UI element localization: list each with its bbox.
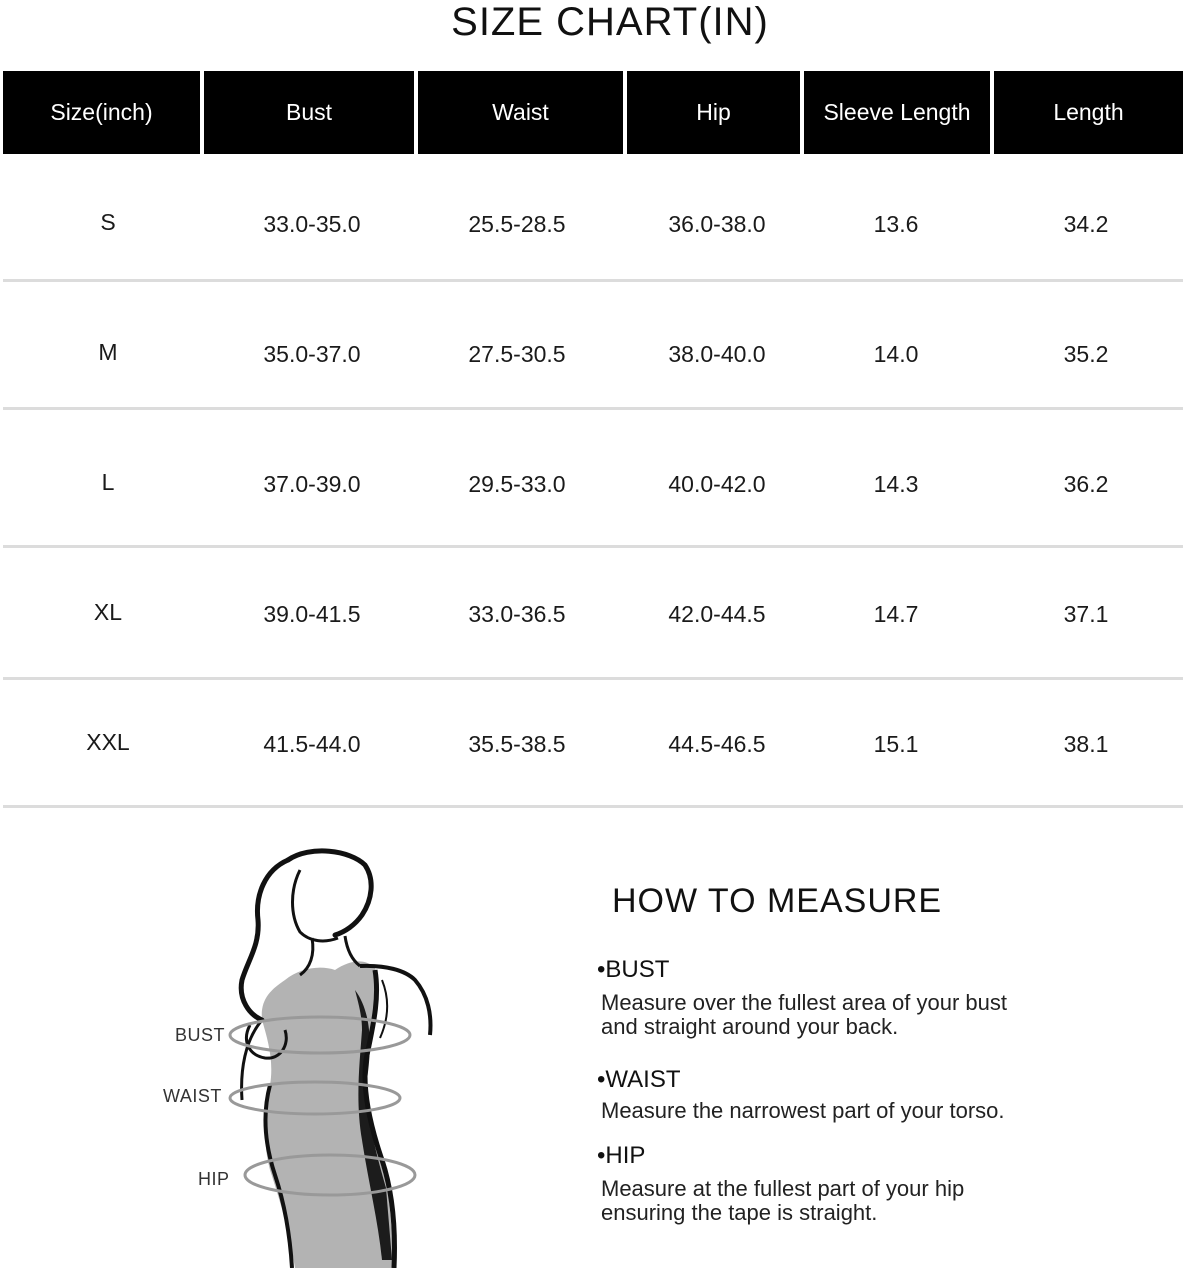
waist-description <box>601 1099 1071 1123</box>
row-divider <box>3 407 1183 410</box>
label-waist: WAIST <box>163 1086 222 1106</box>
cell-size: L <box>101 468 115 495</box>
cell-length: 36.2 <box>1063 470 1109 497</box>
cell-bust: 33.0-35.0 <box>263 210 361 237</box>
cell-hip: 36.0-38.0 <box>668 210 766 237</box>
hip-description-line: ensuring the tape is straight. <box>601 1200 878 1225</box>
cell-hip: 44.5-46.5 <box>668 730 766 757</box>
cell-sleeve-length: 15.1 <box>873 730 919 757</box>
cell-sleeve-length: 14.0 <box>873 340 919 367</box>
row-divider <box>3 545 1183 548</box>
header-size: Size(inch) <box>3 71 200 154</box>
cell-hip: 42.0-44.5 <box>668 600 766 627</box>
bust-description-line: Measure over the fullest area of your bust <box>601 990 1007 1015</box>
table-row <box>0 164 1185 280</box>
cell-length: 35.2 <box>1063 340 1109 367</box>
header-length: Length <box>994 71 1183 154</box>
hip-description-line: Measure at the fullest part of your hip <box>601 1176 965 1201</box>
waist-description-line: Measure the narrowest part of your torso. <box>601 1098 1005 1123</box>
cell-bust: 39.0-41.5 <box>263 600 361 627</box>
table-row <box>0 294 1185 410</box>
table-row <box>0 554 1185 670</box>
bust-description <box>601 991 1071 1039</box>
cell-length: 37.1 <box>1063 600 1109 627</box>
cell-size: XL <box>93 598 123 625</box>
label-hip: HIP <box>198 1169 230 1189</box>
header-sleeve-length: Sleeve Length <box>804 71 990 154</box>
cell-waist: 29.5-33.0 <box>468 470 566 497</box>
cell-bust: 41.5-44.0 <box>263 730 361 757</box>
cell-waist: 27.5-30.5 <box>468 340 566 367</box>
cell-hip: 40.0-42.0 <box>668 470 766 497</box>
header-waist: Waist <box>418 71 623 154</box>
cell-length: 34.2 <box>1063 210 1109 237</box>
cell-sleeve-length: 14.3 <box>873 470 919 497</box>
bust-description-line: and straight around your back. <box>601 1014 899 1039</box>
waist-heading: •WAIST <box>597 1066 681 1093</box>
header-bust: Bust <box>204 71 414 154</box>
cell-bust: 35.0-37.0 <box>263 340 361 367</box>
cell-waist: 25.5-28.5 <box>468 210 566 237</box>
cell-size: XXL <box>86 728 130 755</box>
row-divider <box>3 677 1183 680</box>
cell-sleeve-length: 14.7 <box>873 600 919 627</box>
header-hip: Hip <box>627 71 800 154</box>
table-row <box>0 424 1185 540</box>
cell-waist: 33.0-36.5 <box>468 600 566 627</box>
cell-bust: 37.0-39.0 <box>263 470 361 497</box>
cell-size: M <box>98 338 118 365</box>
row-divider <box>3 805 1183 808</box>
hip-description <box>601 1177 1071 1225</box>
label-bust: BUST <box>175 1025 226 1045</box>
body-figure <box>150 840 450 1268</box>
bust-heading: •BUST <box>597 956 670 983</box>
cell-sleeve-length: 13.6 <box>873 210 919 237</box>
cell-waist: 35.5-38.5 <box>468 730 566 757</box>
row-divider <box>3 279 1183 282</box>
cell-size: S <box>100 208 116 235</box>
cell-length: 38.1 <box>1063 730 1109 757</box>
page-title: SIZE CHART(IN) <box>451 0 769 44</box>
hip-heading: •HIP <box>597 1142 646 1169</box>
body-silhouette-illustration <box>150 840 450 1268</box>
how-to-measure-title: HOW TO MEASURE <box>612 882 943 920</box>
cell-hip: 38.0-40.0 <box>668 340 766 367</box>
table-header-row <box>0 71 1185 154</box>
table-row <box>0 684 1185 800</box>
